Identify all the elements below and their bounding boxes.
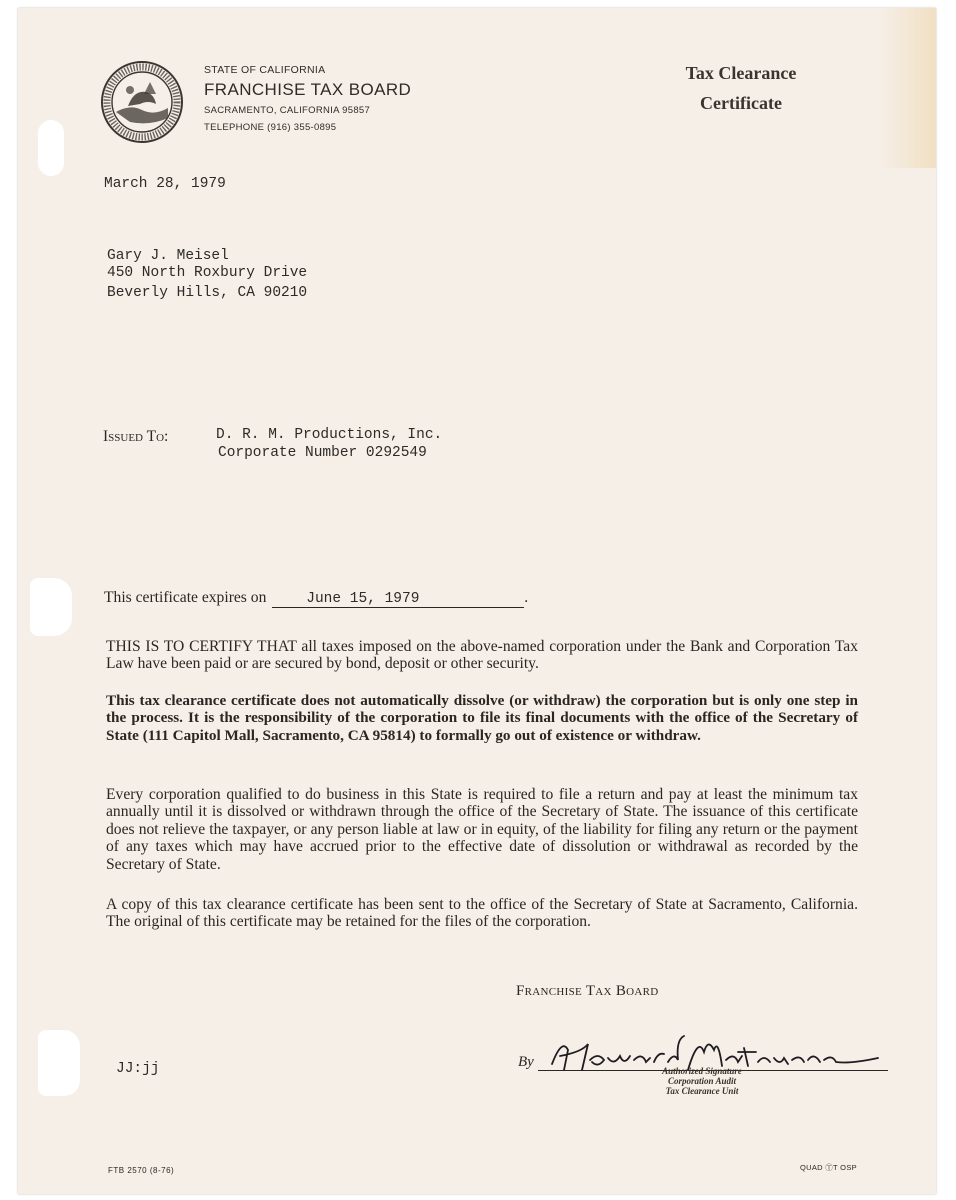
certify-rest: all taxes imposed on the above-named corporation under the Bank and Corporation Tax Law have been paid or are secured by bond, deposit or other security. bbox=[106, 638, 858, 673]
printer-mark: QUAD ⓉT OSP bbox=[800, 1163, 857, 1172]
signature-caption-line-3: Tax Clearance Unit bbox=[665, 1086, 739, 1096]
recipient-name: Gary J. Meisel bbox=[107, 248, 229, 264]
issued-to-company: D. R. M. Productions, Inc. bbox=[216, 427, 443, 443]
recipient-street: 450 North Roxbury Drive bbox=[107, 265, 308, 281]
copy-paragraph: A copy of this tax clearance certificate has been sent to the office of the Secretary of State at Sacramento, California. The original of this certificate may be retained for the files of the corporation. bbox=[106, 896, 858, 931]
signature-board: Franchise Tax Board bbox=[516, 983, 659, 999]
expiry-date-field bbox=[272, 589, 524, 608]
issued-to-corp-number: Corporate Number 0292549 bbox=[218, 445, 427, 461]
letter-date: March 28, 1979 bbox=[104, 176, 226, 192]
signature-caption-line-2: Corporation Audit bbox=[668, 1076, 736, 1086]
title-line-2: Certificate bbox=[700, 93, 782, 113]
form-number: FTB 2570 (8-76) bbox=[108, 1166, 175, 1175]
signature-by: By bbox=[518, 1054, 534, 1070]
expiry-period: . bbox=[524, 589, 529, 606]
certify-lead: THIS IS TO CERTIFY THAT bbox=[106, 638, 297, 655]
letterhead-agency: FRANCHISE TAX BOARD bbox=[204, 80, 412, 99]
paper-stain bbox=[880, 8, 936, 168]
certify-paragraph bbox=[106, 638, 858, 673]
letterhead-address: SACRAMENTO, CALIFORNIA 95857 bbox=[204, 105, 371, 116]
expiry-line bbox=[104, 589, 528, 608]
document-title bbox=[660, 58, 822, 118]
expiry-label: This certificate expires on bbox=[104, 589, 267, 606]
issued-to-label: Issued To: bbox=[103, 428, 169, 445]
every-corporation-paragraph: Every corporation qualified to do business in this State is required to file a return and pay at least the minimum tax annually until it is dissolved or withdrawn through the office of the Secretary of State. The issuance of this certificate does not relieve the taxpayer, or any person liable at law or in equity, of the liability for filing any return or the payment of any taxes which may have accrued prior to the effective date of dissolution or withdrawal as recorded by the Secretary of State. bbox=[106, 786, 858, 873]
binder-hole-bottom bbox=[38, 1030, 80, 1096]
state-seal-icon bbox=[100, 60, 184, 144]
letterhead-state: STATE OF CALIFORNIA bbox=[204, 64, 326, 76]
typist-initials: JJ:jj bbox=[116, 1061, 160, 1077]
binder-hole-top bbox=[38, 120, 64, 176]
signature-caption bbox=[652, 1066, 752, 1096]
binder-hole-middle bbox=[30, 578, 72, 636]
signature-caption-line-1: Authorized Signature bbox=[662, 1066, 742, 1076]
letterhead-telephone: TELEPHONE (916) 355-0895 bbox=[204, 122, 337, 133]
title-line-1: Tax Clearance bbox=[685, 63, 797, 83]
expiry-date: June 15, 1979 bbox=[306, 591, 420, 607]
dissolve-paragraph: This tax clearance certificate does not automatically dissolve (or withdraw) the corporation but is only one step in the process. It is the responsibility of the corporation to file its final documents with the office of the Secretary of State (111 Capitol Mall, Sacramento, CA 95814) to formally go out of existence or withdraw. bbox=[106, 692, 858, 744]
recipient-city: Beverly Hills, CA 90210 bbox=[107, 285, 308, 301]
